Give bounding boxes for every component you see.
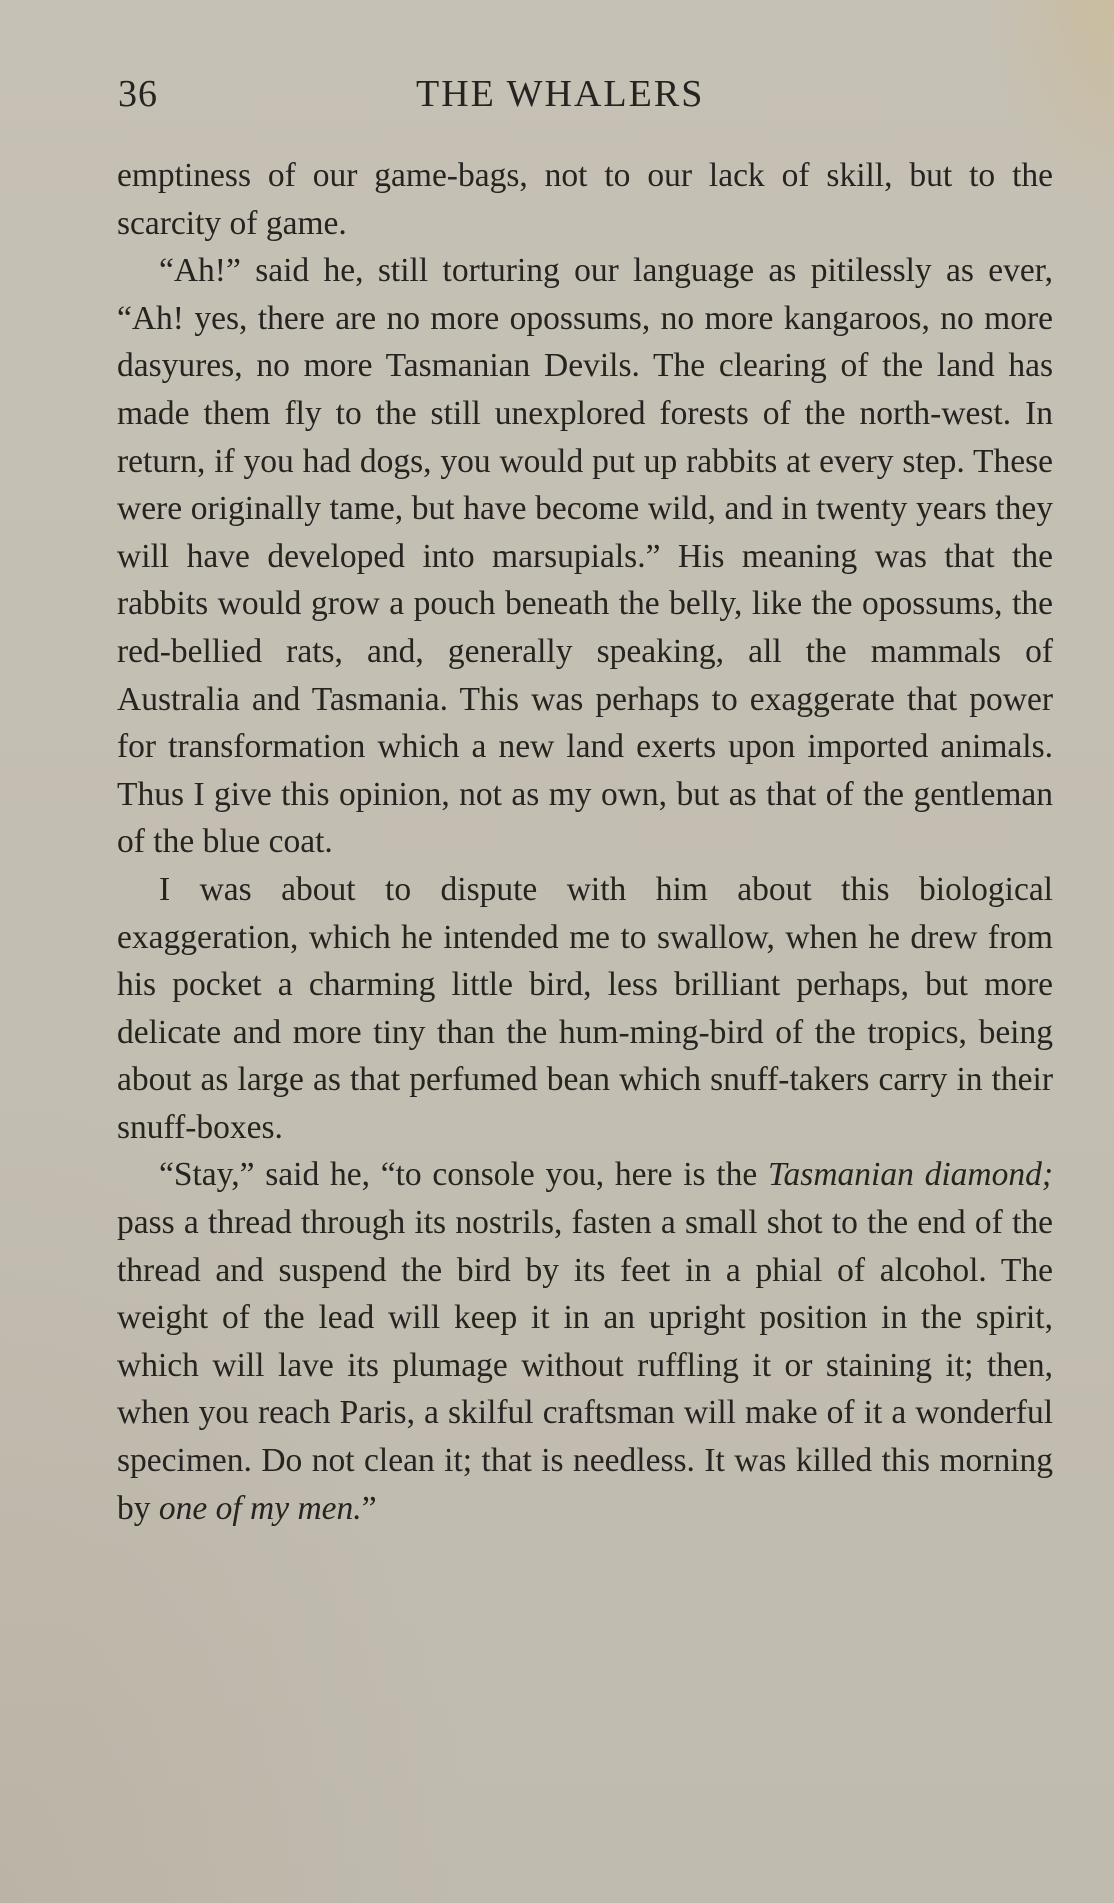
paragraph-4-italic-tasmanian-diamond: Tasmanian diamond; [768,1156,1053,1194]
paragraph-4-italic-one-of-my-men: one of my men. [158,1489,362,1527]
paragraph-3: I was about to dispute with him about this biological exaggeration, which he intended me to swallow, when he drew from his pocket a charming little bird, less brilliant perhaps, but more delicate and more tiny than the hum-ming-bird of the tropics, being about as large as that perfumed bean which snuff-takers carry in their snuff-boxes. [117,870,1053,1146]
body-text [117,152,1053,1532]
running-head [118,72,1052,118]
paragraph-4 [117,1151,1053,1532]
running-title: THE WHALERS [416,73,705,115]
page-number: 36 [118,73,158,115]
paragraph-2: “Ah!” said he, still torturing our language as pitilessly as ever, “Ah! yes, there are no more opossums, no more kangaroos, no more dasyures, no more Tasmanian Devils. The clearing of the land has made them fly to the still unexplored forests of the north-west. In return, if you had dogs, you would put up rabbits at every step. These were originally tame, but have become wild, and in twenty years they will have developed into marsupials.” His meaning was that the rabbits would grow a pouch beneath the belly, like the opossums, the red-bellied rats, and, generally speaking, all the mammals of Australia and Tasmania. This was perhaps to exaggerate that power for transformation which a new land exerts upon imported animals. Thus I give this opinion, not as my own, but as that of the gentleman of the blue coat. [117,252,1053,861]
paragraph-4-text-1: “Stay,” said he, “to console you, here is the [159,1156,768,1194]
paragraph-1: emptiness of our game-bags, not to our lack of skill, but to the scarcity of game. [117,157,1053,242]
paragraph-4-text-2: pass a thread through its nostrils, fasten a small shot to the end of the thread and suspend the bird by its feet in a phial of alcohol. The weight of the lead will keep it in an upright position in the spirit, which will lave its plumage without ruffling it or staining it; then, when you reach Paris, a skilful craftsman will make of it a wonderful specimen. Do not clean it; that is needless. It was killed this morning by [117,1204,1053,1527]
paragraph-4-text-3: ” [361,1489,377,1527]
